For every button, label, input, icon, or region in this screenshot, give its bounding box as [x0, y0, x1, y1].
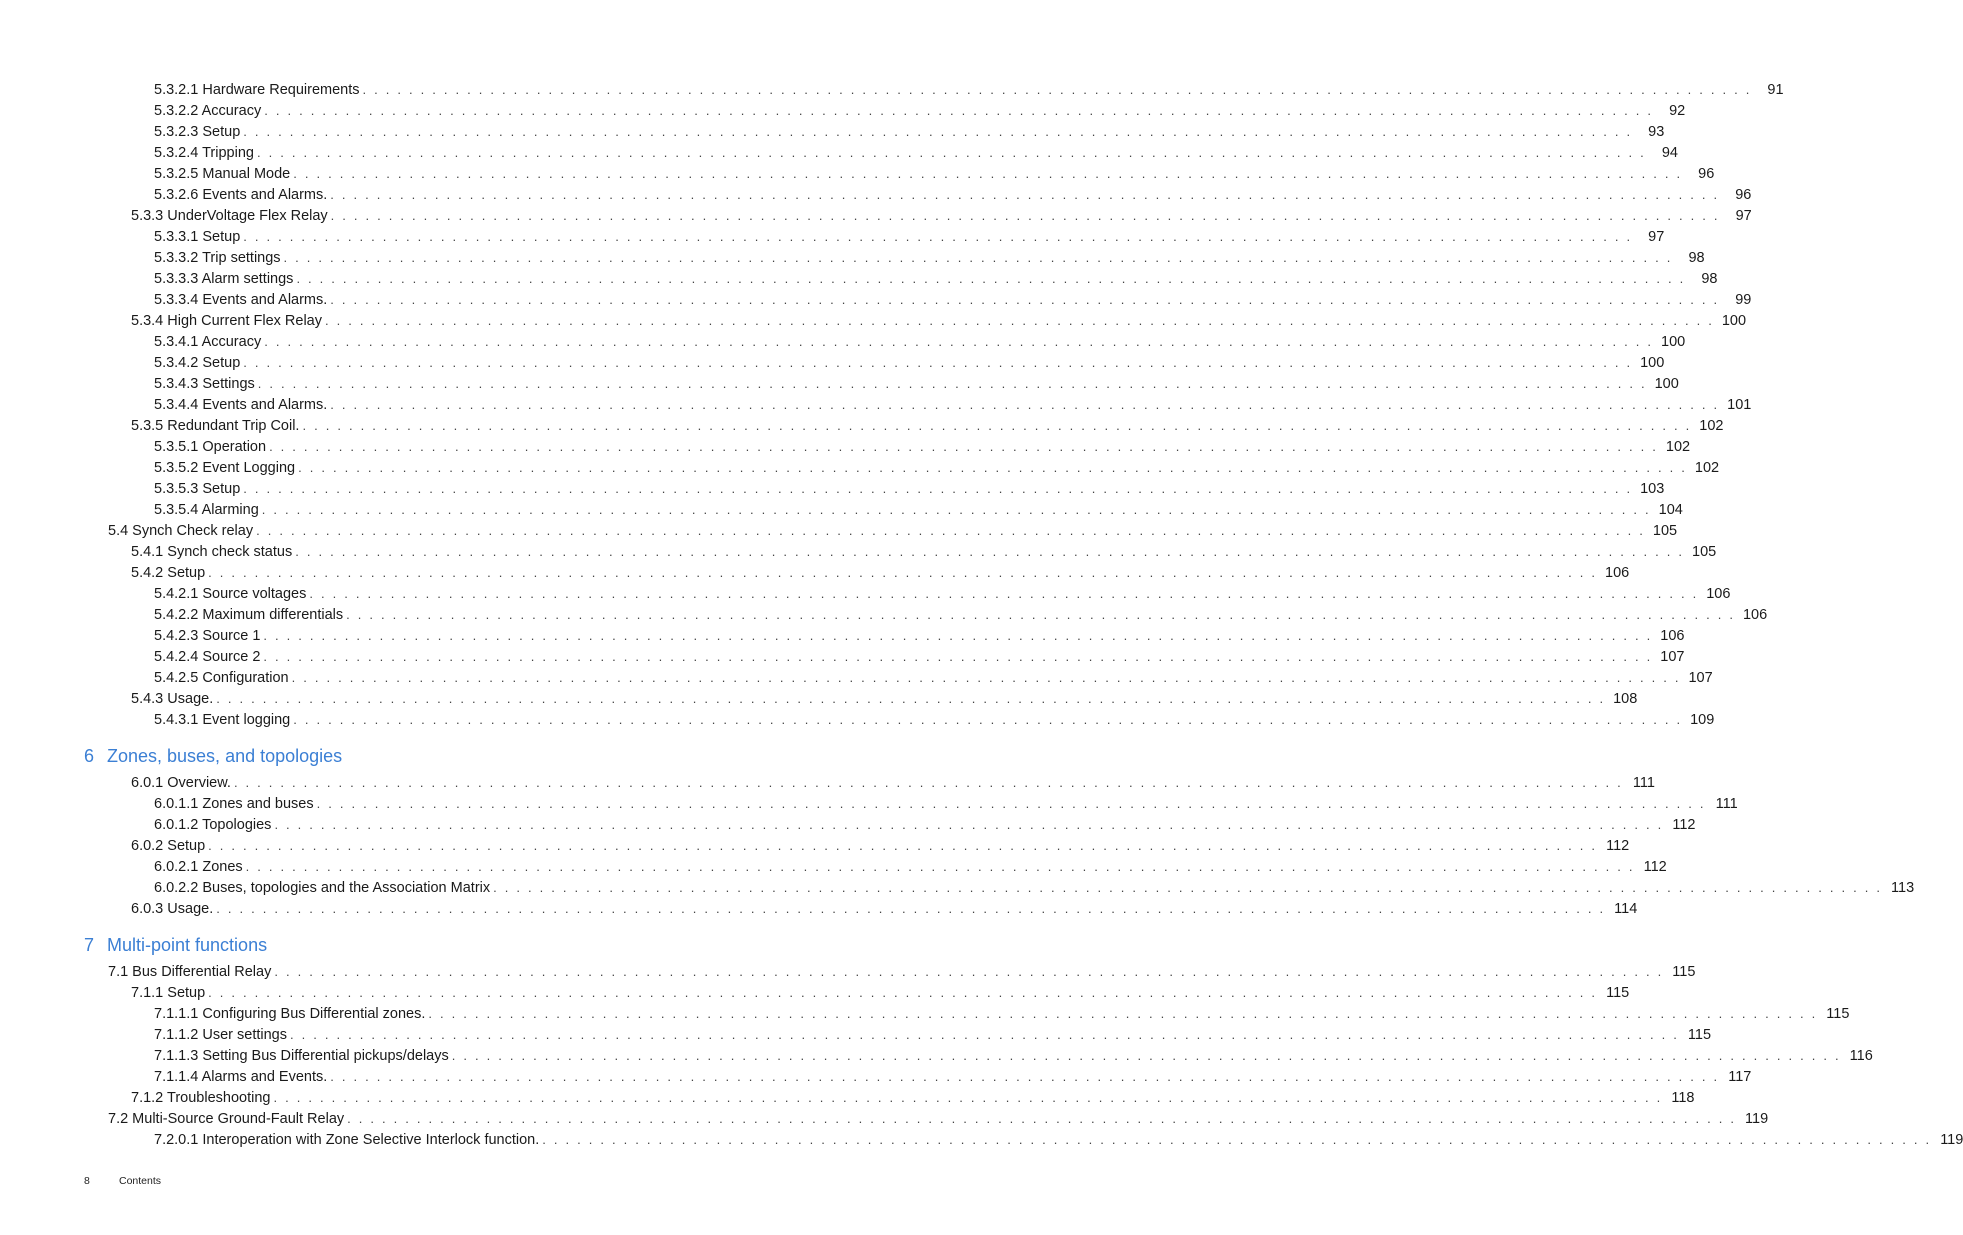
toc-entry-label: 7.1.1.4 Alarms and Events. [154, 1069, 328, 1085]
toc-entry-label: 7.1 Bus Differential Relay [108, 964, 272, 980]
toc-entry-label: 6.0.1.2 Topologies [154, 817, 272, 833]
toc-entry-label: 6.0.2.1 Zones [154, 859, 243, 875]
toc-entry-page: 99 [1735, 292, 1752, 308]
toc-entry-page: 112 [1672, 817, 1696, 833]
chapter-title: Zones, buses, and topologies [107, 746, 343, 766]
toc-entry[interactable] [0, 1003, 1850, 1024]
toc-entry[interactable] [0, 1066, 1752, 1087]
toc-entry[interactable] [0, 226, 1665, 247]
dot-leader: . . . . . . . . . . . . . . . . . . . . . . . . . . . . . . . . . . . . . . . . . . . . . . . . . . . . . . . . . . . . . . . . . . . . . . . . . . . . . . . . . . . . . . . . . . . . . . . . . . . . . . . . . . . . . . . . . . . . . . . . [243, 124, 1633, 139]
toc-entry-page: 119 [1940, 1132, 1963, 1148]
toc-entry-label: 7.2 Multi-Source Ground-Fault Relay [108, 1111, 345, 1127]
toc-entry[interactable] [0, 394, 1752, 415]
toc-entry[interactable] [0, 709, 1715, 730]
dot-leader: . . . . . . . . . . . . . . . . . . . . . . . . . . . . . . . . . . . . . . . . . . . . . . . . . . . . . . . . . . . . . . . . . . . . . . . . . . . . . . . . . . . . . . . . . . . . . . . . . . . . . . . . . . . . . . . . . . . . . . . . [330, 397, 1720, 412]
toc-entry-label: 5.3.3.1 Setup [154, 229, 241, 245]
toc-entry-label: 5.4.3.1 Event logging [154, 712, 291, 728]
toc-entry-label: 5.3.2.4 Tripping [154, 145, 254, 161]
toc-entry-page: 96 [1698, 166, 1715, 182]
dot-leader: . . . . . . . . . . . . . . . . . . . . . . . . . . . . . . . . . . . . . . . . . . . . . . . . . . . . . . . . . . . . . . . . . . . . . . . . . . . . . . . . . . . . . . . . . . . . . . . . . . . . . . . . . . . . . . . . . . . . . . . . [274, 817, 1664, 832]
toc-entry[interactable] [0, 142, 1678, 163]
toc-entry[interactable] [0, 520, 1678, 541]
toc-entry-page: 108 [1613, 691, 1638, 707]
toc-entry-page: 106 [1742, 607, 1768, 623]
toc-entry-label: 5.3.2.2 Accuracy [154, 103, 262, 119]
toc-entry[interactable] [0, 604, 1768, 625]
dot-leader: . . . . . . . . . . . . . . . . . . . . . . . . . . . . . . . . . . . . . . . . . . . . . . . . . . . . . . . . . . . . . . . . . . . . . . . . . . . . . . . . . . . . . . . . . . . . . . . . . . . . . . . . . . . . . . . . . . . . . . . . [261, 502, 1651, 517]
toc-entry[interactable] [0, 415, 1724, 436]
dot-leader: . . . . . . . . . . . . . . . . . . . . . . . . . . . . . . . . . . . . . . . . . . . . . . . . . . . . . . . . . . . . . . . . . . . . . . . . . . . . . . . . . . . . . . . . . . . . . . . . . . . . . . . . . . . . . . . . . . . . . . . . [362, 82, 1752, 97]
dot-leader: . . . . . . . . . . . . . . . . . . . . . . . . . . . . . . . . . . . . . . . . . . . . . . . . . . . . . . . . . . . . . . . . . . . . . . . . . . . . . . . . . . . . . . . . . . . . . . . . . . . . . . . . . . . . . . . . . . . . . . . . [330, 292, 1720, 307]
dot-leader: . . . . . . . . . . . . . . . . . . . . . . . . . . . . . . . . . . . . . . . . . . . . . . . . . . . . . . . . . . . . . . . . . . . . . . . . . . . . . . . . . . . . . . . . . . . . . . . . . . . . . . . . . . . . . . . . . . . . . . . . [243, 229, 1633, 244]
toc-entry[interactable] [0, 856, 1667, 877]
toc-entry-page: 100 [1640, 355, 1665, 371]
toc-entry-label: 5.3.3 UnderVoltage Flex Relay [131, 208, 328, 224]
toc-entry-label: 5.3.5.2 Event Logging [154, 460, 296, 476]
dot-leader: . . . . . . . . . . . . . . . . . . . . . . . . . . . . . . . . . . . . . . . . . . . . . . . . . . . . . . . . . . . . . . . . . . . . . . . . . . . . . . . . . . . . . . . . . . . . . . . . . . . . . . . . . . . . . . . . . . . . . . . . [208, 985, 1598, 1000]
dot-leader: . . . . . . . . . . . . . . . . . . . . . . . . . . . . . . . . . . . . . . . . . . . . . . . . . . . . . . . . . . . . . . . . . . . . . . . . . . . . . . . . . . . . . . . . . . . . . . . . . . . . . . . . . . . . . . . . . . . . . . . . [216, 691, 1606, 706]
toc-entry-label: 6.0.1.1 Zones and buses [154, 796, 314, 812]
dot-leader: . . . . . . . . . . . . . . . . . . . . . . . . . . . . . . . . . . . . . . . . . . . . . . . . . . . . . . . . . . . . . . . . . . . . . . . . . . . . . . . . . . . . . . . . . . . . . . . . . . . . . . . . . . . . . . . . . . . . . . . . [330, 208, 1720, 223]
toc-entry-label: 5.3.2.5 Manual Mode [154, 166, 291, 182]
toc-entry-page: 94 [1661, 145, 1678, 161]
dot-leader: . . . . . . . . . . . . . . . . . . . . . . . . . . . . . . . . . . . . . . . . . . . . . . . . . . . . . . . . . . . . . . . . . . . . . . . . . . . . . . . . . . . . . . . . . . . . . . . . . . . . . . . . . . . . . . . . . . . . . . . . [325, 313, 1715, 328]
toc-entry-label: 5.4.2.4 Source 2 [154, 649, 261, 665]
dot-leader: . . . . . . . . . . . . . . . . . . . . . . . . . . . . . . . . . . . . . . . . . . . . . . . . . . . . . . . . . . . . . . . . . . . . . . . . . . . . . . . . . . . . . . . . . . . . . . . . . . . . . . . . . . . . . . . . . . . . . . . . [216, 901, 1606, 916]
toc-entry-label: 5.4.2.3 Source 1 [154, 628, 261, 644]
dot-leader: . . . . . . . . . . . . . . . . . . . . . . . . . . . . . . . . . . . . . . . . . . . . . . . . . . . . . . . . . . . . . . . . . . . . . . . . . . . . . . . . . . . . . . . . . . . . . . . . . . . . . . . . . . . . . . . . . . . . . . . . [428, 1006, 1818, 1021]
toc-entry-page: 107 [1660, 649, 1685, 665]
toc-entry[interactable] [0, 478, 1665, 499]
toc-entry[interactable] [0, 331, 1686, 352]
dot-leader: . . . . . . . . . . . . . . . . . . . . . . . . . . . . . . . . . . . . . . . . . . . . . . . . . . . . . . . . . . . . . . . . . . . . . . . . . . . . . . . . . . . . . . . . . . . . . . . . . . . . . . . . . . . . . . . . . . . . . . . . [295, 544, 1685, 559]
toc-entry-page: 100 [1661, 334, 1686, 350]
toc-entry[interactable] [0, 457, 1720, 478]
dot-leader: . . . . . . . . . . . . . . . . . . . . . . . . . . . . . . . . . . . . . . . . . . . . . . . . . . . . . . . . . . . . . . . . . . . . . . . . . . . . . . . . . . . . . . . . . . . . . . . . . . . . . . . . . . . . . . . . . . . . . . . . [264, 103, 1654, 118]
toc-entry-label: 5.3.4 High Current Flex Relay [131, 313, 322, 329]
toc-entry[interactable] [0, 667, 1713, 688]
dot-leader: . . . . . . . . . . . . . . . . . . . . . . . . . . . . . . . . . . . . . . . . . . . . . . . . . . . . . . . . . . . . . . . . . . . . . . . . . . . . . . . . . . . . . . . . . . . . . . . . . . . . . . . . . . . . . . . . . . . . . . . . [309, 586, 1699, 601]
dot-leader: . . . . . . . . . . . . . . . . . . . . . . . . . . . . . . . . . . . . . . . . . . . . . . . . . . . . . . . . . . . . . . . . . . . . . . . . . . . . . . . . . . . . . . . . . . . . . . . . . . . . . . . . . . . . . . . . . . . . . . . . [274, 964, 1664, 979]
toc-entry-page: 114 [1614, 901, 1638, 917]
dot-leader: . . . . . . . . . . . . . . . . . . . . . . . . . . . . . . . . . . . . . . . . . . . . . . . . . . . . . . . . . . . . . . . . . . . . . . . . . . . . . . . . . . . . . . . . . . . . . . . . . . . . . . . . . . . . . . . . . . . . . . . . [233, 775, 1623, 790]
dot-leader: . . . . . . . . . . . . . . . . . . . . . . . . . . . . . . . . . . . . . . . . . . . . . . . . . . . . . . . . . . . . . . . . . . . . . . . . . . . . . . . . . . . . . . . . . . . . . . . . . . . . . . . . . . . . . . . . . . . . . . . . [208, 565, 1598, 580]
toc-entry-page: 111 [1632, 775, 1655, 791]
chapter-number: 6 [84, 746, 95, 766]
dot-leader: . . . . . . . . . . . . . . . . . . . . . . . . . . . . . . . . . . . . . . . . . . . . . . . . . . . . . . . . . . . . . . . . . . . . . . . . . . . . . . . . . . . . . . . . . . . . . . . . . . . . . . . . . . . . . . . . . . . . . . . . [298, 460, 1688, 475]
toc-entry-page: 93 [1648, 124, 1665, 140]
toc-entry-label: 7.2.0.1 Interoperation with Zone Selective Interlock function. [154, 1132, 540, 1148]
dot-leader: . . . . . . . . . . . . . . . . . . . . . . . . . . . . . . . . . . . . . . . . . . . . . . . . . . . . . . . . . . . . . . . . . . . . . . . . . . . . . . . . . . . . . . . . . . . . . . . . . . . . . . . . . . . . . . . . . . . . . . . . [256, 145, 1646, 160]
toc-entry-label: 5.3.2.1 Hardware Requirements [154, 82, 360, 98]
dot-leader: . . . . . . . . . . . . . . . . . . . . . . . . . . . . . . . . . . . . . . . . . . . . . . . . . . . . . . . . . . . . . . . . . . . . . . . . . . . . . . . . . . . . . . . . . . . . . . . . . . . . . . . . . . . . . . . . . . . . . . . . [330, 1069, 1720, 1084]
dot-leader: . . . . . . . . . . . . . . . . . . . . . . . . . . . . . . . . . . . . . . . . . . . . . . . . . . . . . . . . . . . . . . . . . . . . . . . . . . . . . . . . . . . . . . . . . . . . . . . . . . . . . . . . . . . . . . . . . . . . . . . . [208, 838, 1598, 853]
dot-leader: . . . . . . . . . . . . . . . . . . . . . . . . . . . . . . . . . . . . . . . . . . . . . . . . . . . . . . . . . . . . . . . . . . . . . . . . . . . . . . . . . . . . . . . . . . . . . . . . . . . . . . . . . . . . . . . . . . . . . . . . [291, 670, 1681, 685]
toc-entry-label: 5.3.4.1 Accuracy [154, 334, 262, 350]
footer-section-label: Contents [119, 1175, 162, 1187]
toc-entry-page: 118 [1671, 1090, 1695, 1106]
toc-entry-page: 102 [1694, 460, 1720, 476]
toc-entry-label: 7.1.1.1 Configuring Bus Differential zones. [154, 1006, 426, 1022]
toc-entry-page: 97 [1648, 229, 1665, 245]
toc-entry[interactable] [0, 1108, 1769, 1129]
toc-entry[interactable] [0, 100, 1686, 121]
toc-entry[interactable] [0, 1024, 1712, 1045]
toc-entry[interactable] [0, 247, 1705, 268]
toc-entry-page: 115 [1606, 985, 1630, 1001]
toc-entry[interactable] [0, 121, 1665, 142]
toc-entry-label: 5.4.2.5 Configuration [154, 670, 289, 686]
toc-entry[interactable] [0, 499, 1683, 520]
toc-entry-page: 102 [1699, 418, 1724, 434]
toc-entry[interactable] [0, 961, 1696, 982]
dot-leader: . . . . . . . . . . . . . . . . . . . . . . . . . . . . . . . . . . . . . . . . . . . . . . . . . . . . . . . . . . . . . . . . . . . . . . . . . . . . . . . . . . . . . . . . . . . . . . . . . . . . . . . . . . . . . . . . . . . . . . . . [243, 355, 1633, 370]
toc-entry-page: 106 [1706, 586, 1731, 602]
toc-entry-page: 91 [1767, 82, 1784, 98]
dot-leader: . . . . . . . . . . . . . . . . . . . . . . . . . . . . . . . . . . . . . . . . . . . . . . . . . . . . . . . . . . . . . . . . . . . . . . . . . . . . . . . . . . . . . . . . . . . . . . . . . . . . . . . . . . . . . . . . . . . . . . . . [316, 796, 1706, 811]
dot-leader: . . . . . . . . . . . . . . . . . . . . . . . . . . . . . . . . . . . . . . . . . . . . . . . . . . . . . . . . . . . . . . . . . . . . . . . . . . . . . . . . . . . . . . . . . . . . . . . . . . . . . . . . . . . . . . . . . . . . . . . . [302, 418, 1692, 433]
toc-entry[interactable] [0, 1087, 1695, 1108]
toc-entry-page: 101 [1727, 397, 1752, 413]
dot-leader: . . . . . . . . . . . . . . . . . . . . . . . . . . . . . . . . . . . . . . . . . . . . . . . . . . . . . . . . . . . . . . . . . . . . . . . . . . . . . . . . . . . . . . . . . . . . . . . . . . . . . . . . . . . . . . . . . . . . . . . . [346, 607, 1736, 622]
dot-leader: . . . . . . . . . . . . . . . . . . . . . . . . . . . . . . . . . . . . . . . . . . . . . . . . . . . . . . . . . . . . . . . . . . . . . . . . . . . . . . . . . . . . . . . . . . . . . . . . . . . . . . . . . . . . . . . . . . . . . . . . [243, 481, 1633, 496]
toc-entry-label: 5.3.2.6 Events and Alarms. [154, 187, 328, 203]
toc-entry-page: 103 [1640, 481, 1665, 497]
chapter-number: 7 [84, 935, 95, 955]
dot-leader: . . . . . . . . . . . . . . . . . . . . . . . . . . . . . . . . . . . . . . . . . . . . . . . . . . . . . . . . . . . . . . . . . . . . . . . . . . . . . . . . . . . . . . . . . . . . . . . . . . . . . . . . . . . . . . . . . . . . . . . . [451, 1048, 1841, 1063]
toc-entry-page: 98 [1688, 250, 1705, 266]
toc-entry[interactable] [0, 835, 1630, 856]
dot-leader: . . . . . . . . . . . . . . . . . . . . . . . . . . . . . . . . . . . . . . . . . . . . . . . . . . . . . . . . . . . . . . . . . . . . . . . . . . . . . . . . . . . . . . . . . . . . . . . . . . . . . . . . . . . . . . . . . . . . . . . . [263, 628, 1653, 643]
dot-leader: . . . . . . . . . . . . . . . . . . . . . . . . . . . . . . . . . . . . . . . . . . . . . . . . . . . . . . . . . . . . . . . . . . . . . . . . . . . . . . . . . . . . . . . . . . . . . . . . . . . . . . . . . . . . . . . . . . . . . . . . [347, 1111, 1737, 1126]
chapter-heading[interactable] [0, 929, 954, 961]
dot-leader: . . . . . . . . . . . . . . . . . . . . . . . . . . . . . . . . . . . . . . . . . . . . . . . . . . . . . . . . . . . . . . . . . . . . . . . . . . . . . . . . . . . . . . . . . . . . . . . . . . . . . . . . . . . . . . . . . . . . . . . . [245, 859, 1635, 874]
toc-entry[interactable] [0, 79, 1784, 100]
toc-entry-label: 5.4.2.2 Maximum differentials [154, 607, 344, 623]
toc-entry-page: 112 [1606, 838, 1630, 854]
toc-entry-label: 5.3.2.3 Setup [154, 124, 241, 140]
chapter-heading[interactable] [0, 740, 954, 772]
toc-entry[interactable] [0, 352, 1665, 373]
toc-entry-label: 5.3.3.4 Events and Alarms. [154, 292, 328, 308]
toc-entry-label: 6.0.3 Usage. [131, 901, 214, 917]
toc-entry-page: 105 [1652, 523, 1678, 539]
toc-entry-label: 5.4.2 Setup [131, 565, 206, 581]
toc-entry-label: 7.1.1.2 User settings [154, 1027, 287, 1043]
toc-entry-page: 115 [1826, 1006, 1850, 1022]
toc-entry-label: 6.0.2.2 Buses, topologies and the Association Matrix [154, 880, 491, 896]
toc-entry-page: 100 [1654, 376, 1679, 392]
toc-entry-label: 5.4.1 Synch check status [131, 544, 293, 560]
toc-entry-page: 116 [1849, 1048, 1873, 1064]
toc-entry-page: 97 [1735, 208, 1752, 224]
dot-leader: . . . . . . . . . . . . . . . . . . . . . . . . . . . . . . . . . . . . . . . . . . . . . . . . . . . . . . . . . . . . . . . . . . . . . . . . . . . . . . . . . . . . . . . . . . . . . . . . . . . . . . . . . . . . . . . . . . . . . . . . [293, 166, 1683, 181]
toc-entry-page: 109 [1690, 712, 1715, 728]
dot-leader: . . . . . . . . . . . . . . . . . . . . . . . . . . . . . . . . . . . . . . . . . . . . . . . . . . . . . . . . . . . . . . . . . . . . . . . . . . . . . . . . . . . . . . . . . . . . . . . . . . . . . . . . . . . . . . . . . . . . . . . . [257, 376, 1647, 391]
toc-entry[interactable] [0, 268, 1718, 289]
toc-entry-label: 5.4.2.1 Source voltages [154, 586, 307, 602]
toc-entry[interactable] [0, 982, 1630, 1003]
toc-entry[interactable] [0, 562, 1630, 583]
toc-entry-label: 5.3.5.1 Operation [154, 439, 267, 455]
dot-leader: . . . . . . . . . . . . . . . . . . . . . . . . . . . . . . . . . . . . . . . . . . . . . . . . . . . . . . . . . . . . . . . . . . . . . . . . . . . . . . . . . . . . . . . . . . . . . . . . . . . . . . . . . . . . . . . . . . . . . . . . [273, 1090, 1663, 1105]
table-of-contents [0, 79, 1963, 1150]
dot-leader: . . . . . . . . . . . . . . . . . . . . . . . . . . . . . . . . . . . . . . . . . . . . . . . . . . . . . . . . . . . . . . . . . . . . . . . . . . . . . . . . . . . . . . . . . . . . . . . . . . . . . . . . . . . . . . . . . . . . . . . . [264, 334, 1654, 349]
dot-leader: . . . . . . . . . . . . . . . . . . . . . . . . . . . . . . . . . . . . . . . . . . . . . . . . . . . . . . . . . . . . . . . . . . . . . . . . . . . . . . . . . . . . . . . . . . . . . . . . . . . . . . . . . . . . . . . . . . . . . . . . [542, 1132, 1932, 1147]
toc-entry[interactable] [0, 772, 1655, 793]
toc-entry[interactable] [0, 646, 1685, 667]
toc-entry-page: 113 [1891, 880, 1915, 896]
toc-entry-page: 119 [1745, 1111, 1769, 1127]
toc-entry-label: 5.3.4.3 Settings [154, 376, 255, 392]
toc-entry-page: 112 [1643, 859, 1667, 875]
dot-leader: . . . . . . . . . . . . . . . . . . . . . . . . . . . . . . . . . . . . . . . . . . . . . . . . . . . . . . . . . . . . . . . . . . . . . . . . . . . . . . . . . . . . . . . . . . . . . . . . . . . . . . . . . . . . . . . . . . . . . . . . [293, 712, 1683, 727]
toc-entry[interactable] [0, 877, 1915, 898]
toc-entry-label: 5.3.4.2 Setup [154, 355, 241, 371]
toc-entry-label: 6.0.2 Setup [131, 838, 206, 854]
toc-entry-page: 117 [1728, 1069, 1752, 1085]
toc-entry-label: 5.3.5 Redundant Trip Coil. [131, 418, 300, 434]
toc-entry-page: 107 [1688, 670, 1713, 686]
toc-entry[interactable] [0, 205, 1752, 226]
toc-entry-page: 92 [1669, 103, 1686, 119]
toc-entry[interactable] [0, 898, 1638, 919]
toc-entry-page: 115 [1672, 964, 1696, 980]
toc-entry-page: 104 [1658, 502, 1683, 518]
dot-leader: . . . . . . . . . . . . . . . . . . . . . . . . . . . . . . . . . . . . . . . . . . . . . . . . . . . . . . . . . . . . . . . . . . . . . . . . . . . . . . . . . . . . . . . . . . . . . . . . . . . . . . . . . . . . . . . . . . . . . . . . [330, 187, 1720, 202]
dot-leader: . . . . . . . . . . . . . . . . . . . . . . . . . . . . . . . . . . . . . . . . . . . . . . . . . . . . . . . . . . . . . . . . . . . . . . . . . . . . . . . . . . . . . . . . . . . . . . . . . . . . . . . . . . . . . . . . . . . . . . . . [269, 439, 1659, 454]
toc-entry-page: 105 [1692, 544, 1717, 560]
toc-entry-label: 5.4.3 Usage. [131, 691, 214, 707]
toc-entry[interactable] [0, 793, 1738, 814]
toc-entry-label: 7.1.1.3 Setting Bus Differential pickups/delays [154, 1048, 449, 1064]
toc-entry[interactable] [0, 814, 1696, 835]
chapter-title: Multi-point functions [107, 935, 268, 955]
toc-entry[interactable] [0, 436, 1691, 457]
toc-entry[interactable] [0, 541, 1717, 562]
dot-leader: . . . . . . . . . . . . . . . . . . . . . . . . . . . . . . . . . . . . . . . . . . . . . . . . . . . . . . . . . . . . . . . . . . . . . . . . . . . . . . . . . . . . . . . . . . . . . . . . . . . . . . . . . . . . . . . . . . . . . . . . [283, 250, 1673, 265]
toc-entry-page: 100 [1721, 313, 1747, 329]
dot-leader: . . . . . . . . . . . . . . . . . . . . . . . . . . . . . . . . . . . . . . . . . . . . . . . . . . . . . . . . . . . . . . . . . . . . . . . . . . . . . . . . . . . . . . . . . . . . . . . . . . . . . . . . . . . . . . . . . . . . . . . . [263, 649, 1653, 664]
toc-entry[interactable] [0, 289, 1752, 310]
toc-entry-label: 5.3.4.4 Events and Alarms. [154, 397, 328, 413]
toc-entry-label: 5.4 Synch Check relay [108, 523, 254, 539]
toc-entry-page: 106 [1660, 628, 1685, 644]
toc-entry[interactable] [0, 583, 1731, 604]
toc-entry-label: 5.3.5.3 Setup [154, 481, 241, 497]
toc-entry-page: 111 [1715, 796, 1738, 812]
footer-page-number: 8 [84, 1175, 90, 1187]
toc-entry[interactable] [0, 625, 1685, 646]
toc-entry-label: 5.3.3.2 Trip settings [154, 250, 281, 266]
toc-entry[interactable] [0, 184, 1752, 205]
toc-entry[interactable] [0, 310, 1747, 331]
toc-entry-page: 106 [1605, 565, 1630, 581]
toc-entry-label: 7.1.1 Setup [131, 985, 206, 1001]
toc-entry-page: 102 [1665, 439, 1691, 455]
toc-entry-page: 115 [1687, 1027, 1712, 1043]
toc-entry[interactable] [0, 373, 1679, 394]
toc-entry-page: 96 [1735, 187, 1752, 203]
toc-entry-label: 5.3.5.4 Alarming [154, 502, 259, 518]
toc-entry-page: 98 [1701, 271, 1718, 287]
toc-entry[interactable] [0, 688, 1638, 709]
toc-entry-label: 7.1.2 Troubleshooting [131, 1090, 271, 1106]
toc-entry[interactable] [0, 1129, 1963, 1150]
dot-leader: . . . . . . . . . . . . . . . . . . . . . . . . . . . . . . . . . . . . . . . . . . . . . . . . . . . . . . . . . . . . . . . . . . . . . . . . . . . . . . . . . . . . . . . . . . . . . . . . . . . . . . . . . . . . . . . . . . . . . . . . [296, 271, 1686, 286]
toc-entry[interactable] [0, 1045, 1873, 1066]
toc-entry-label: 6.0.1 Overview. [131, 775, 231, 791]
dot-leader: . . . . . . . . . . . . . . . . . . . . . . . . . . . . . . . . . . . . . . . . . . . . . . . . . . . . . . . . . . . . . . . . . . . . . . . . . . . . . . . . . . . . . . . . . . . . . . . . . . . . . . . . . . . . . . . . . . . . . . . . [493, 880, 1883, 895]
dot-leader: . . . . . . . . . . . . . . . . . . . . . . . . . . . . . . . . . . . . . . . . . . . . . . . . . . . . . . . . . . . . . . . . . . . . . . . . . . . . . . . . . . . . . . . . . . . . . . . . . . . . . . . . . . . . . . . . . . . . . . . . [256, 523, 1646, 538]
toc-entry[interactable] [0, 163, 1715, 184]
dot-leader: . . . . . . . . . . . . . . . . . . . . . . . . . . . . . . . . . . . . . . . . . . . . . . . . . . . . . . . . . . . . . . . . . . . . . . . . . . . . . . . . . . . . . . . . . . . . . . . . . . . . . . . . . . . . . . . . . . . . . . . . [290, 1027, 1680, 1042]
toc-entry-label: 5.3.3.3 Alarm settings [154, 271, 294, 287]
